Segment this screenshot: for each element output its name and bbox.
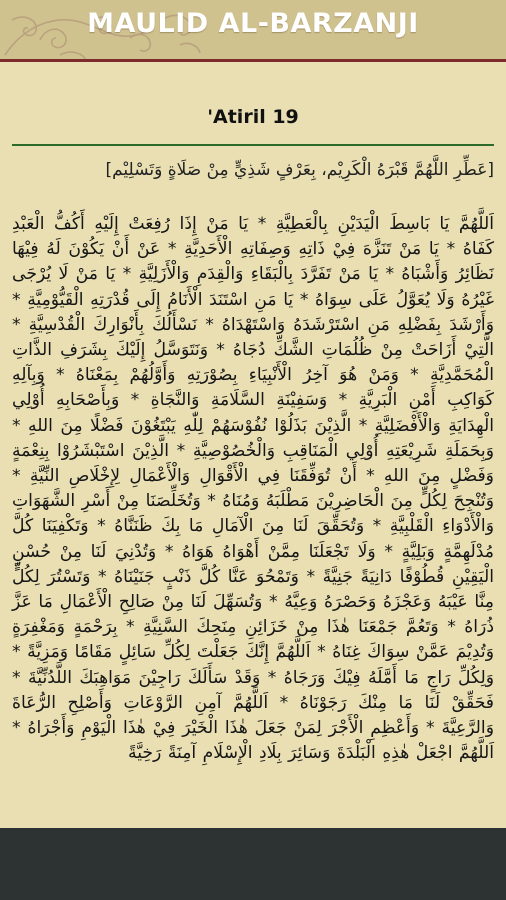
app-header [0, 0, 506, 62]
refrain-text: [عَطِّرِ اللَّهُمَّ قَبْرَهُ الْكَرِيْم، بِعَرْفٍ شَذِيٍّ مِنْ صَلَاةٍ وَتَسْلِيْم] [105, 160, 494, 180]
prayer-text: اَللَّهُمَّ يَا بَاسِطَ الْيَدَيْنِ بِالْعَطِيَّةِ * يَا مَنْ إِذَا رُفِعَتْ إِلَيْهِ أَكُفُّ الْعَبْدِ كَفَاهُ * يَا مَنْ تَنَزَّهَ فِيْ ذَاتِهِ وَصِفَاتِهِ الْأَحَدِيَّةِ * عَنْ أَنْ يَكُوْنَ لَهُ فِيْهَا نَظَائِرُ وَأَشْبَاهُ * يَا مَنْ تَفَرَّدَ بِالْبَقَاءِ وَالْقِدَمِ وَالْأَزَلِيَّةِ * يَا مَنْ لَا يُرْجَى غَيْرُهُ وَلَا يُعَوَّلُ عَلَى سِوَاهُ * يَا مَنِ اسْتَنَدَ الْأَنَامُ إِلَى قُدْرَتِهِ الْقَيُّوْمِيَّةِ * وَأَرْشَدَ بِفَضْلِهِ مَنِ اسْتَرْشَدَهُ وَاسْتَهْدَاهُ * نَسْأَلُكَ بِأَنْوَارِكَ الْقُدْسِيَّةِ * الَّتِيْ أَزَاحَتْ مِنْ ظُلُمَاتِ الشَّكِّ دُجَاهُ * وَنَتَوَسَّلُ إِلَيْكَ بِشَرَفِ الذَّاتِ الْمُحَمَّدِيَّةِ * وَمَنْ هُوَ آخِرُ الْأَنْبِيَاءِ بِصُوْرَتِهِ وَأَوَّلُهُمْ بِمَعْنَاهُ * وَبِآلِهِ كَوَاكِبِ أَمْنِ الْبَرِيَّةِ * وَسَفِيْنَةِ السَّلَامَةِ وَالنَّجَاةِ * وَبِأَصْحَابِهِ أُوْلِي الْهِدَايَةِ وَالْأَفْضَلِيَّةِ * الَّذِيْنَ بَذَلُوْا نُفُوْسَهُمْ لِلّٰهِ يَبْتَغُوْنَ فَضْلًا مِنَ اللهِ * وَبِحَمَلَةِ شَرِيْعَتِهِ أُوْلِي الْمَنَاقِبِ وَالْخُصُوْصِيَّةِ * الَّذِيْنَ اسْتَبْشَرُوْا بِنِعْمَةٍ وَفَضْلٍ مِنَ اللهِ * أَنْ تُوَفِّقَنَا فِي الْأَقْوَالِ وَالْأَعْمَالِ لِإِخْلَاصِ النِّيَّةِ * وَتُنْجِحَ لِكُلٍّ مِنَ الْحَاضِرِيْنَ مَطْلَبَهُ وَمُنَاهُ * وَتُخَلِّصَنَا مِنْ أَسْرِ الشَّهَوَاتِ وَالْأَدْوَاءِ الْقَلْبِيَّةِ * وَتُحَقِّقَ لَنَا مِنَ الْآمَالِ مَا بِكَ ظَنَنَّاهُ * وَتَكْفِيَنَا كُلَّ مُدْلَهِمَّةٍ وَبَلِيَّةٍ * وَلَا تَجْعَلَنَا مِمَّنْ أَهْوَاهُ هَوَاهُ * وَتُدْنِيَ لَنَا مِنْ حُسْنِ الْيَقِيْنِ قُطُوْفًا دَانِيَةً جَنِيَّةً * وَتَمْحُوَ عَنَّا كُلَّ ذَنْبٍ جَنَيْنَاهُ * وَتَسْتُرَ لِكُلٍّ مِنَّا عَيْبَهُ وَعَجْزَهُ وَحَصْرَهُ وَعِيَّهُ * وَتُسَهِّلَ لَنَا مِنْ صَالِحِ الْأَعْمَالِ مَا عَزَّ ذُرَاهُ * وَتَعُمَّ جَمْعَنَا هٰذَا مِنْ خَزَائِنِ مِنَحِكَ السَّنِيَّةِ * بِرَحْمَةٍ وَمَغْفِرَةٍ وَتُدِيْمَ عَمَّنْ سِوَاكَ غِنَاهُ * اَللَّهُمَّ إِنَّكَ جَعَلْتَ لِكُلِّ سَائِلٍ مَقَامًا وَمَزِيَّةً * وَلِكُلِّ رَاجٍ مَا أَمَّلَهُ فِيْكَ وَرَجَاهُ * وَقَدْ سَأَلَكَ رَاجِيْنَ مَوَاهِبَكَ اللَّدُنِّيَّةَ * فَحَقِّقْ لَنَا مَا مِنْكَ رَجَوْنَاهُ * اَللَّهُمَّ آمِنِ الرَّوْعَاتِ وَأَصْلِحِ الرُّعَاةَ وَالرَّعِيَّةَ * وَأَعْظِمِ الْأَجْرَ لِمَنْ جَعَلَ هٰذَا الْخَيْرَ فِيْ هٰذَا الْيَوْمِ وَأَجْرَاهُ * اَللَّهُمَّ اجْعَلْ هٰذِهِ الْبَلْدَةَ وَسَائِرَ بِلَادِ الْإِسْلَامِ آمِنَةً رَخِيَّةً [12, 214, 494, 764]
app-title: MAULID AL-BARZANJI [87, 8, 419, 39]
reading-page[interactable] [0, 62, 506, 828]
chapter-title: 'Atiril 19 [207, 106, 299, 128]
title-divider [12, 144, 494, 146]
bottom-bar [0, 828, 506, 900]
